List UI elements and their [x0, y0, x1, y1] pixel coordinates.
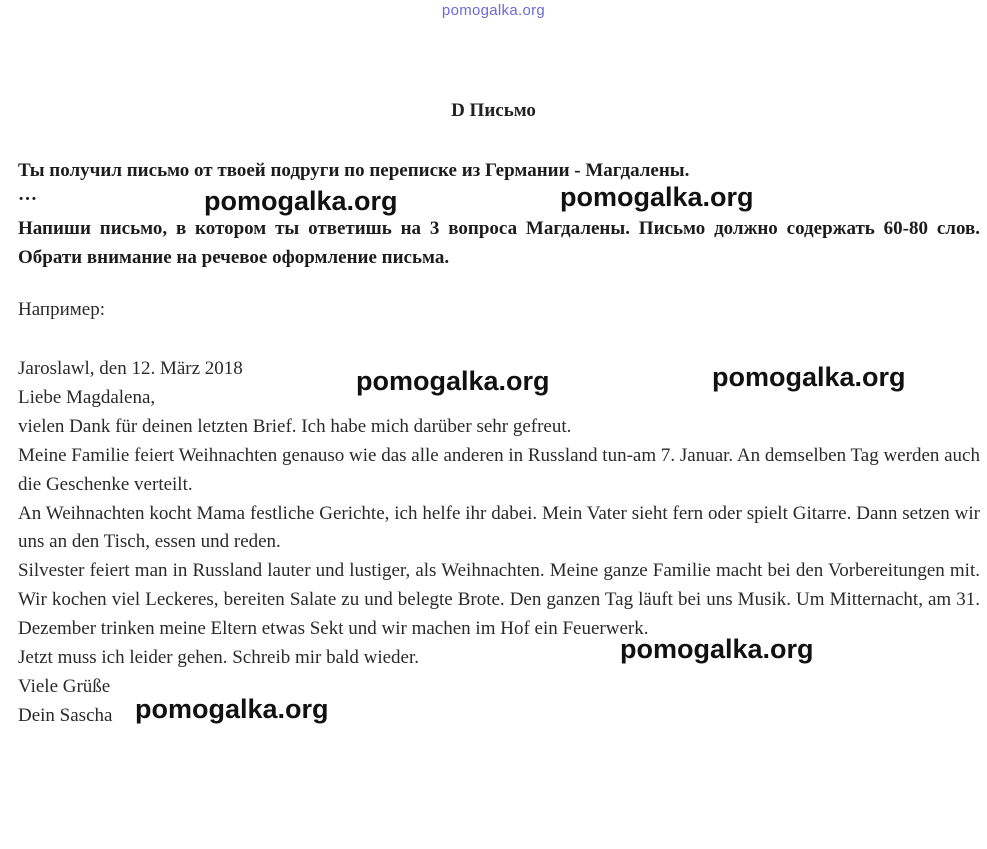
watermark: pomogalka.org — [560, 182, 754, 212]
letter-paragraph: Silvester feiert man in Russland lauter und lustiger, als Weihnachten. Meine ganze Familie macht bei den Vorbereitungen mit. Wir kochen viel Leckeres, bereiten Salate zu und belegte Brote. Den ganzen Tag läuft bei uns Musik. Um Mitternacht, am 31. Dezember trinken meine Eltern etwas Sekt und wir machen im Hof ein Feuerwerk. — [18, 560, 980, 640]
task-instruction: Напиши письмо, в котором ты ответишь на 3 вопроса Магдалены. Письмо должно содержать 60-80 слов. Обрати внимание на речевое оформление письма. — [18, 218, 980, 268]
example-label: Например: — [18, 299, 105, 320]
letter-salutation: Liebe Magdalena, — [18, 386, 156, 408]
example-letter — [18, 355, 980, 731]
letter-signature: Dein Sascha — [18, 704, 113, 726]
task-line: Ты получил письмо от твоей подруги по переписке из Германии - Магдалены. — [18, 160, 690, 181]
letter-closing: Viele Grüße — [18, 675, 111, 697]
watermark: pomogalka.org — [620, 634, 814, 664]
site-stamp: pomogalka.org — [441, 2, 546, 19]
task-ellipsis: … — [18, 184, 37, 205]
letter-paragraph: An Weihnachten kocht Mama festliche Gerichte, ich helfe ihr dabei. Mein Vater sieht fern oder spielt Gitarre. Dann setzen wir uns an den Tisch, essen und reden. — [18, 502, 980, 553]
watermark: pomogalka.org — [356, 366, 550, 396]
watermark: pomogalka.org — [135, 694, 329, 724]
watermark: pomogalka.org — [712, 362, 906, 392]
letter-paragraph: vielen Dank für deinen letzten Brief. Ich habe mich darüber sehr gefreut. — [18, 415, 572, 437]
letter-date-line: Jaroslawl, den 12. März 2018 — [18, 358, 243, 379]
letter-paragraph: Meine Familie feiert Weihnachten genauso wie das alle anderen in Russland tun-am 7. Januar. An demselben Tag werden auch die Geschenke verteilt. — [18, 444, 980, 495]
watermark: pomogalka.org — [204, 186, 398, 216]
task-context — [18, 156, 980, 205]
letter-paragraph: Jetzt muss ich leider gehen. Schreib mir bald wieder. — [18, 647, 419, 669]
section-heading: D Письмо — [451, 100, 536, 121]
